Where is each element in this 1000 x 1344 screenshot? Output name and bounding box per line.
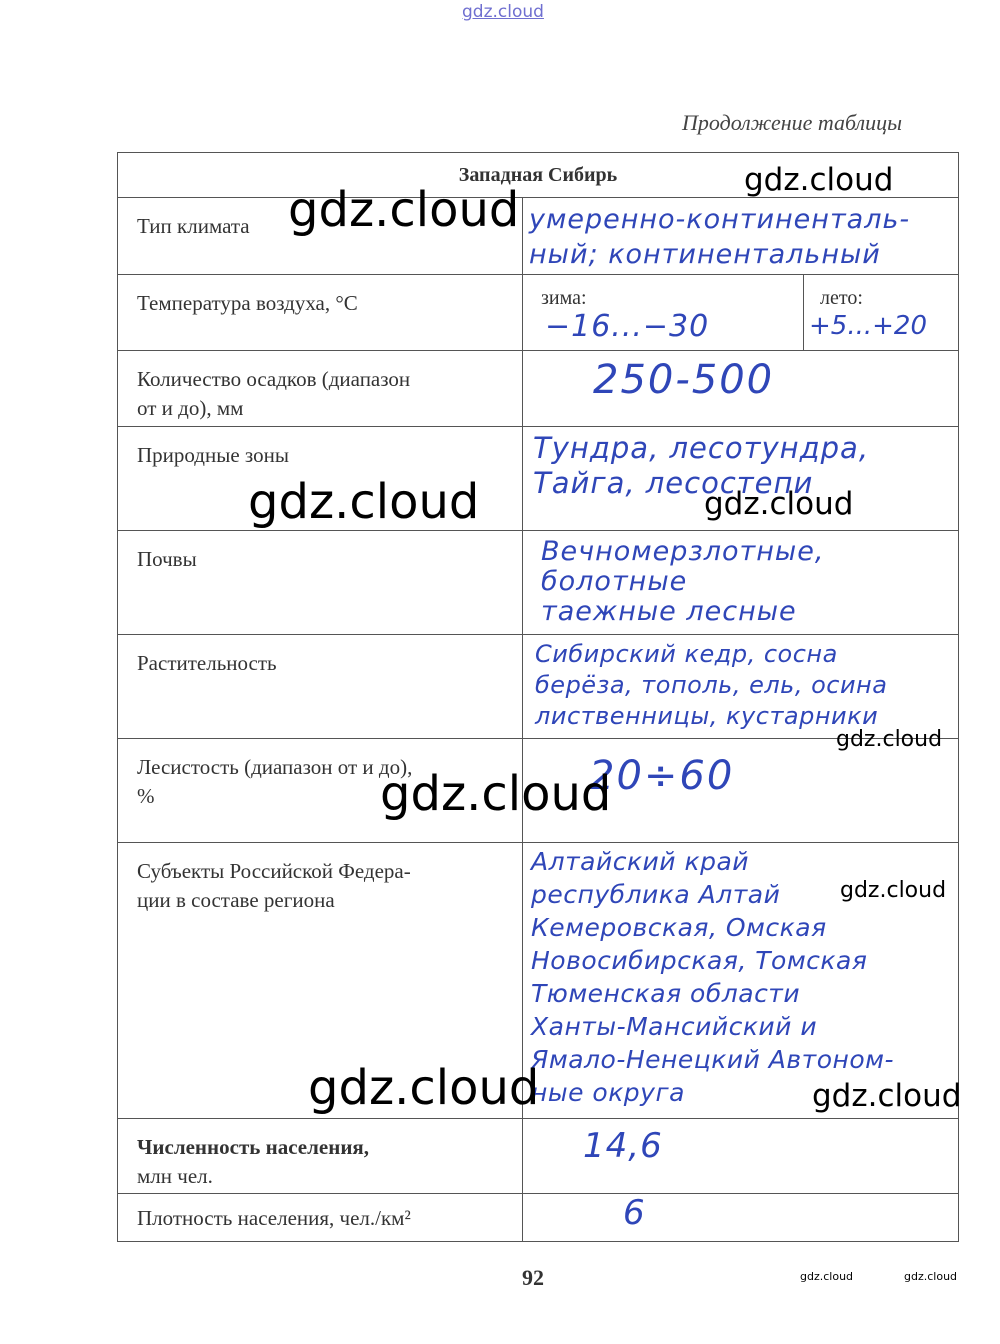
watermark-top[interactable]: gdz.cloud (462, 2, 544, 22)
answer-line: Новосибирская, Томская (531, 946, 868, 975)
answer-line: Ханты-Мансийский и (531, 1012, 818, 1041)
table-row (118, 275, 959, 351)
summer-label: лето: (820, 287, 863, 309)
answer-line: Алтайский край (531, 847, 750, 876)
forest-label: Лесистость (диапазон от и до), % (118, 739, 523, 843)
answer-line: республика Алтай (531, 880, 781, 909)
answer-line: Кемеровская, Омская (531, 913, 827, 942)
watermark: gdz.cloud (308, 1060, 540, 1116)
answer-line: Сибирский кедр, сосна (535, 640, 838, 668)
watermark: gdz.cloud (840, 878, 947, 903)
watermark: gdz.cloud (248, 474, 480, 530)
table-row (118, 1194, 959, 1242)
table-row (118, 198, 959, 275)
answer-line: таежные лесные (541, 596, 797, 627)
precipitation-label: Количество осадков (диапазон от и до), мм (118, 351, 523, 427)
watermark: gdz.cloud (800, 1270, 854, 1283)
winter-label: зима: (541, 287, 587, 309)
table-row (118, 1119, 959, 1194)
temperature-label: Температура воздуха, °С (118, 275, 523, 351)
density-label: Плотность населения, чел./км² (118, 1194, 523, 1242)
region-title: Западная Сибирь (118, 153, 959, 198)
watermark: gdz.cloud (904, 1270, 958, 1283)
watermark: gdz.cloud (744, 162, 894, 198)
zones-label: Природные зоны (118, 427, 523, 531)
table-row (118, 635, 959, 739)
climate-label: Тип климата (118, 198, 523, 275)
watermark: gdz.cloud (380, 766, 612, 822)
forest-answer: 20÷60 (523, 739, 959, 843)
soils-answer (523, 531, 959, 635)
table-continuation-caption: Продолжение таблицы (682, 110, 903, 135)
answer-line: Ямало-Ненецкий Автоном- (531, 1045, 895, 1074)
answer-line: умеренно-континенталь- (529, 204, 911, 235)
precipitation-answer: 250-500 (523, 351, 959, 427)
watermark: gdz.cloud (836, 727, 943, 752)
table-row (118, 351, 959, 427)
temperature-answer (523, 275, 959, 351)
subjects-label: Субъекты Российской Федера- ции в составе региона (118, 843, 523, 1119)
watermark: gdz.cloud (812, 1078, 962, 1114)
answer-line: Вечномерзлотные, (541, 536, 825, 567)
answer-line: берёза, тополь, ель, осина (535, 671, 888, 699)
answer-line: Тюменская области (531, 979, 801, 1008)
answer-line: Тундра, лесотундра, (533, 431, 870, 465)
climate-answer (523, 198, 959, 275)
answer-line: лиственницы, кустарники (535, 702, 879, 730)
population-answer: 14,6 (523, 1119, 959, 1194)
vegetation-answer (523, 635, 959, 739)
page-number: 92 (522, 1265, 544, 1290)
watermark: gdz.cloud (288, 182, 520, 238)
winter-value: −16...−30 (545, 309, 710, 344)
density-answer: 6 (523, 1194, 959, 1242)
answer-line: болотные (541, 566, 688, 597)
soils-label: Почвы (118, 531, 523, 635)
answer-line: ные округа (531, 1078, 685, 1107)
answer-line: ный; континентальный (529, 239, 881, 270)
watermark: gdz.cloud (704, 486, 854, 522)
vegetation-label: Растительность (118, 635, 523, 739)
table-row (118, 531, 959, 635)
summer-value: +5...+20 (809, 311, 927, 341)
population-label: Численность населения, млн чел. (118, 1119, 523, 1194)
answer-line: Тайга, лесостепи (533, 466, 814, 500)
